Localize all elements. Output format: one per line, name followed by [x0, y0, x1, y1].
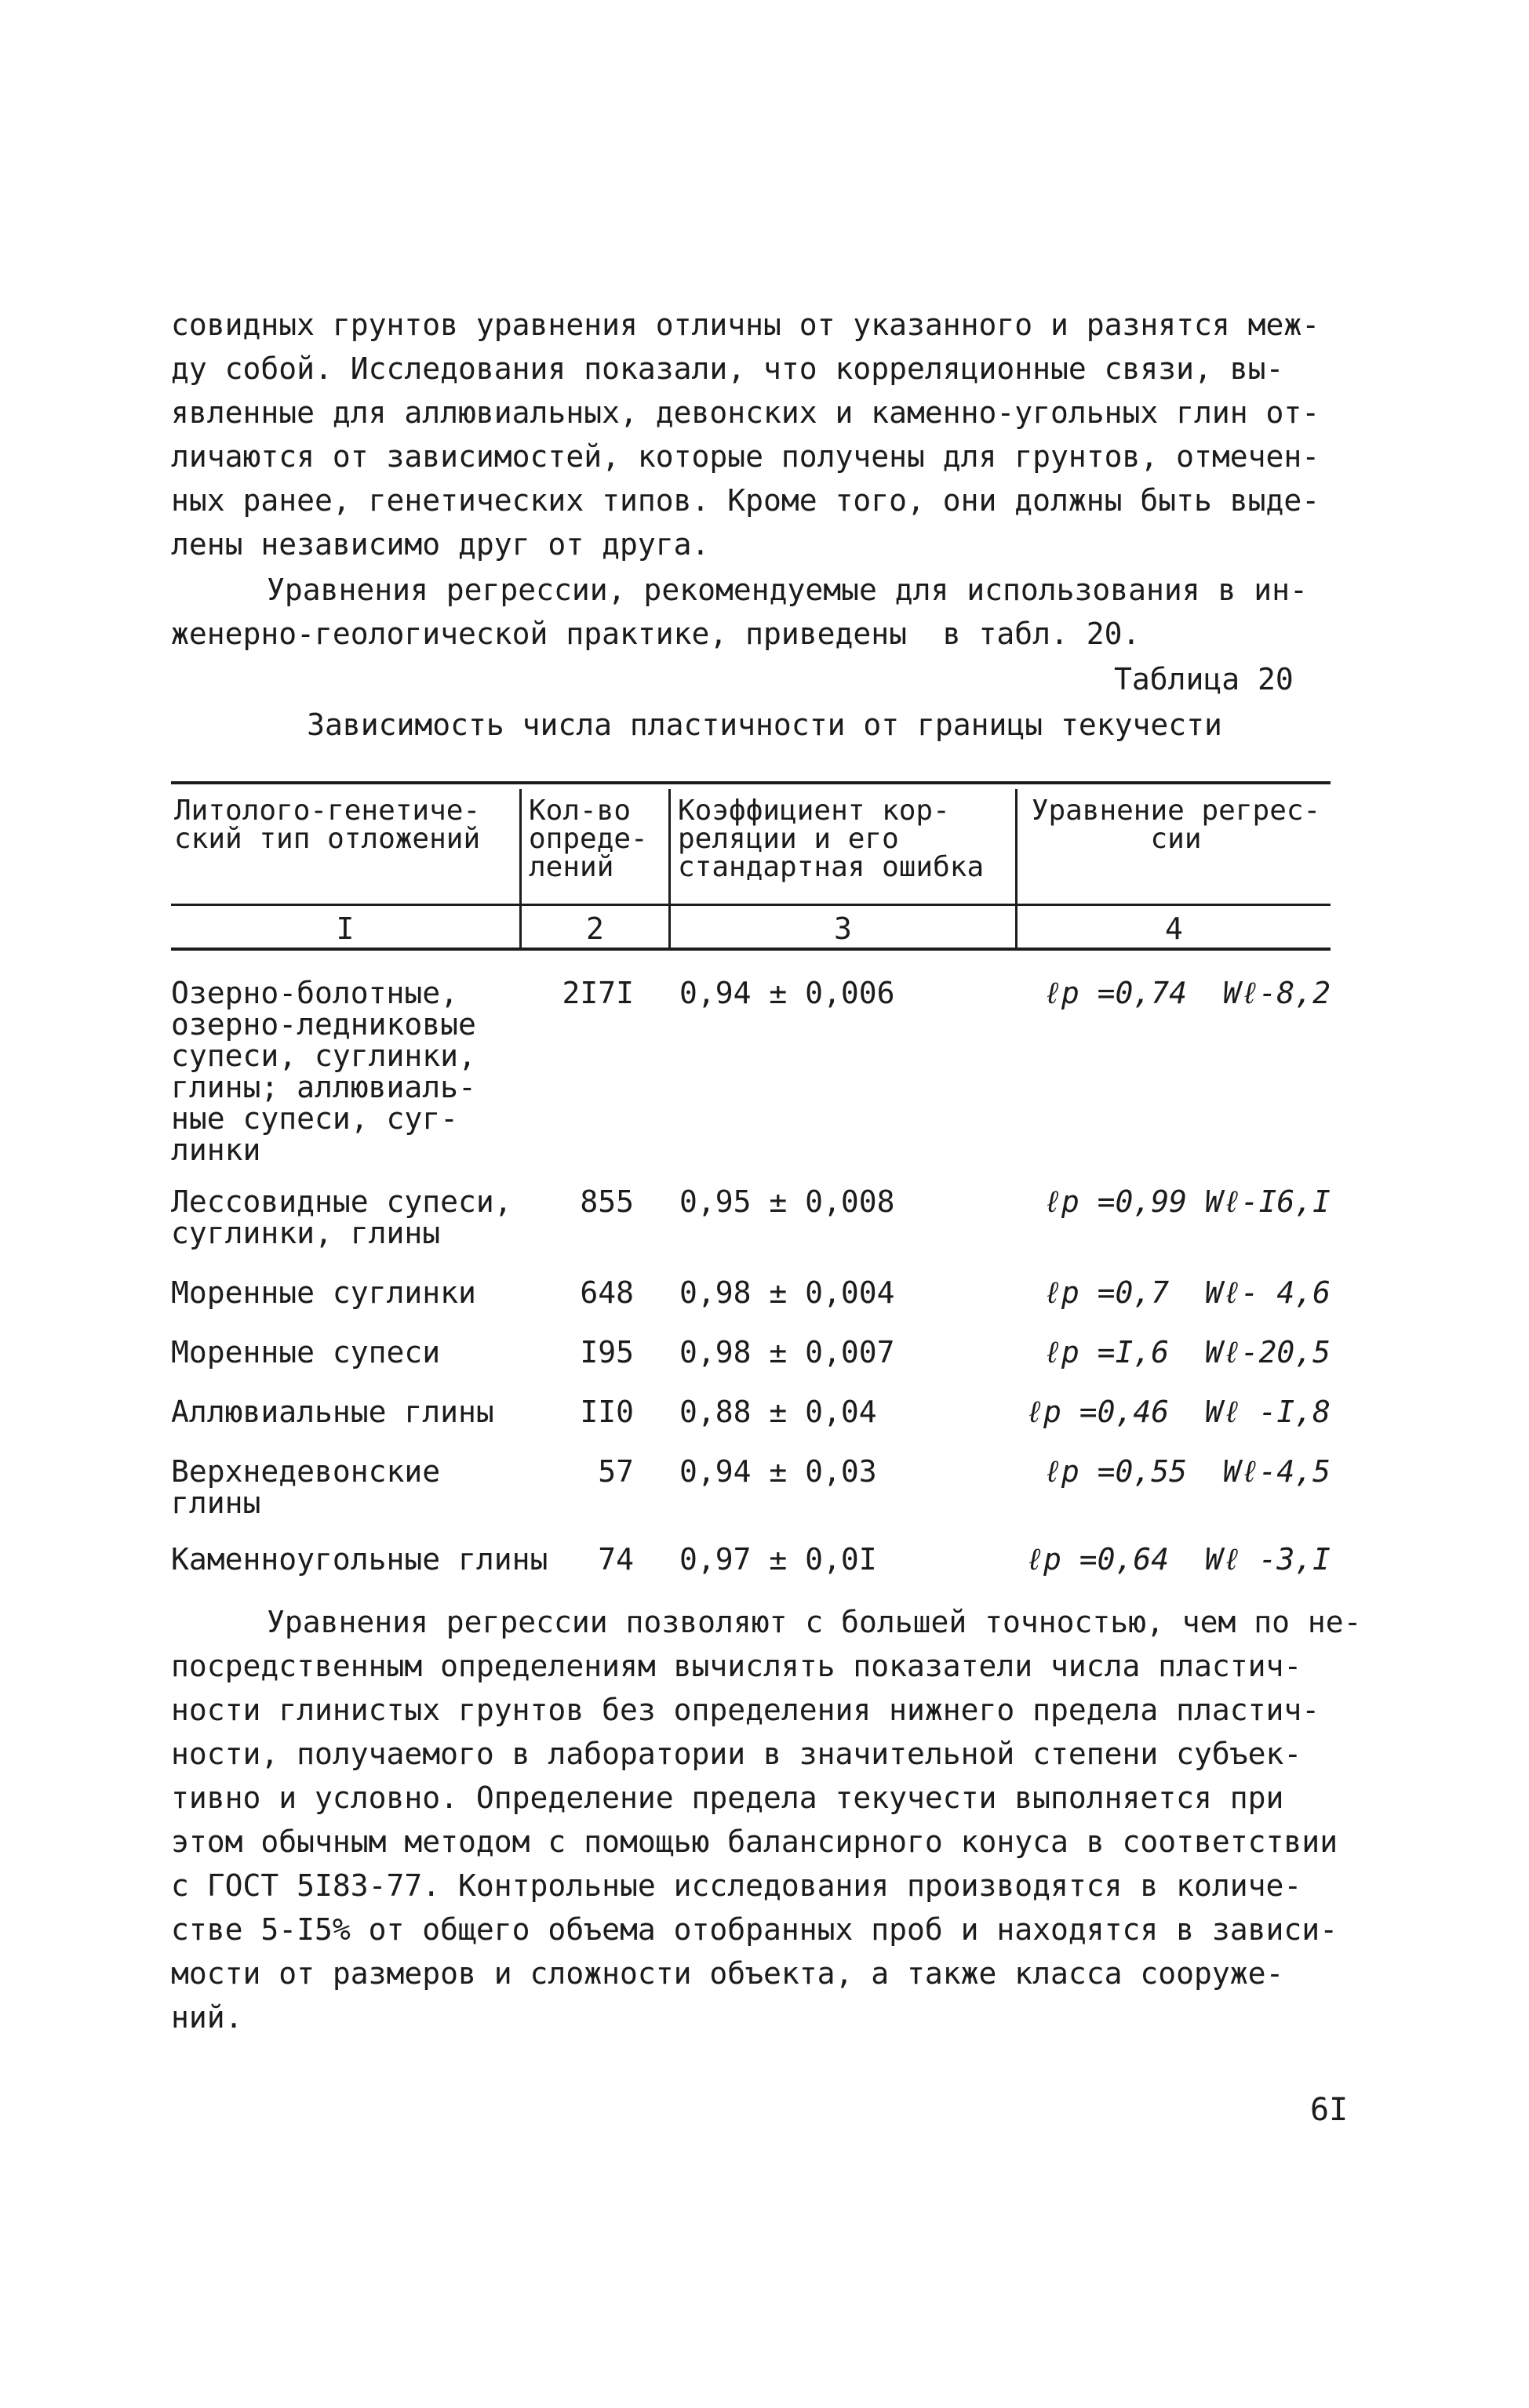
row-equation: ℓp =0,64 Wℓ -3,I [1025, 1542, 1331, 1577]
row-lithology: Верхнедевонские глины [171, 1454, 441, 1520]
row-lithology: Моренные суглинки [171, 1275, 476, 1310]
closing-line-7: с ГОСТ 5I83-77. Контрольные исследования производятся в количе- [171, 1868, 1302, 1903]
page-number: 6I [1310, 2092, 1349, 2128]
row-equation: ℓp =0,46 Wℓ -I,8 [1025, 1395, 1331, 1429]
row-coefficient: 0,94 ± 0,006 [679, 976, 895, 1010]
closing-line-6: этом обычным методом с помощью балансирного конуса в соответствии [171, 1824, 1338, 1859]
closing-line-5: тивно и условно. Определение предела текучести выполняется при [171, 1781, 1284, 1815]
column-number-3: 3 [834, 911, 852, 946]
row-count: 74 [598, 1542, 634, 1577]
header-count: Кол-во опреде- лений [529, 795, 648, 883]
row-lithology: Лессовидные супеси, суглинки, глины [171, 1184, 512, 1250]
row-lithology: Моренные супеси [171, 1335, 441, 1370]
row-equation: ℓp =0,55 Wℓ-4,5 [1043, 1454, 1331, 1489]
intro-line-4: личаются от зависимостей, которые получены для грунтов, отмечен- [171, 439, 1320, 474]
table-top-rule [171, 781, 1331, 784]
row-count: 57 [598, 1454, 634, 1489]
lead-line-2: женерно-геологической практике, приведены в табл. 20. [171, 617, 1141, 651]
table-caption: Зависимость числа пластичности от границы текучести [307, 707, 1222, 742]
header-lithology: Литолого-генетиче- ский тип отложений [174, 795, 481, 855]
column-number-4: 4 [1165, 911, 1183, 946]
row-count: 2I7I [562, 976, 634, 1010]
row-equation: ℓp =I,6 Wℓ-20,5 [1043, 1335, 1331, 1370]
intro-line-5: ных ранее, генетических типов. Кроме того, они должны быть выде- [171, 483, 1320, 518]
closing-line-8: стве 5-I5% от общего объема отобранных проб и находятся в зависи- [171, 1912, 1338, 1947]
closing-line-10: ний. [171, 2000, 243, 2035]
column-number-1: I [336, 911, 355, 946]
lead-line-1: Уравнения регрессии, рекомендуемые для использования в ин- [267, 573, 1308, 607]
row-count: II0 [580, 1395, 634, 1429]
row-coefficient: 0,97 ± 0,0I [679, 1542, 877, 1577]
header-coefficient: Коэффициент кор- реляции и его стандартная ошибка [678, 795, 985, 883]
row-equation: ℓp =0,7 Wℓ- 4,6 [1043, 1275, 1331, 1310]
row-coefficient: 0,88 ± 0,04 [679, 1395, 877, 1429]
row-lithology: Каменноугольные глины [171, 1542, 548, 1577]
intro-line-6: лены независимо друг от друга. [171, 527, 710, 562]
row-coefficient: 0,98 ± 0,007 [679, 1335, 895, 1370]
row-coefficient: 0,94 ± 0,03 [679, 1454, 877, 1489]
intro-line-1: совидных грунтов уравнения отличны от указанного и разнятся меж- [171, 307, 1320, 342]
row-count: 855 [580, 1184, 634, 1219]
closing-line-4: ности, получаемого в лаборатории в значительной степени субъек- [171, 1737, 1302, 1771]
intro-line-3: явленные для аллювиальных, девонских и каменно-угольных глин от- [171, 395, 1320, 430]
column-number-2: 2 [586, 911, 604, 946]
row-coefficient: 0,95 ± 0,008 [679, 1184, 895, 1219]
closing-line-3: ности глинистых грунтов без определения нижнего предела пластич- [171, 1693, 1320, 1727]
table-label: Таблица 20 [1114, 662, 1294, 697]
row-lithology: Аллювиальные глины [171, 1395, 494, 1429]
header-equation: Уравнение регрес- сии [1031, 795, 1321, 855]
closing-line-2: посредственным определениям вычислять показатели числа пластич- [171, 1649, 1302, 1683]
intro-line-2: ду собой. Исследования показали, что корреляционные связи, вы- [171, 351, 1284, 386]
closing-line-9: мости от размеров и сложности объекта, а также класса сооруже- [171, 1956, 1284, 1991]
row-equation: ℓp =0,74 Wℓ-8,2 [1043, 976, 1331, 1010]
row-count: 648 [580, 1275, 634, 1310]
row-coefficient: 0,98 ± 0,004 [679, 1275, 895, 1310]
closing-line-1: Уравнения регрессии позволяют с большей точностью, чем по не- [267, 1605, 1362, 1639]
row-lithology: Озерно-болотные, озерно-ледниковые супеси, суглинки, глины; аллювиаль- ные супеси, суг- линки [171, 976, 476, 1167]
row-count: I95 [580, 1335, 634, 1370]
row-equation: ℓp =0,99 Wℓ-I6,I [1043, 1184, 1331, 1219]
table-header-rule [171, 904, 1331, 906]
